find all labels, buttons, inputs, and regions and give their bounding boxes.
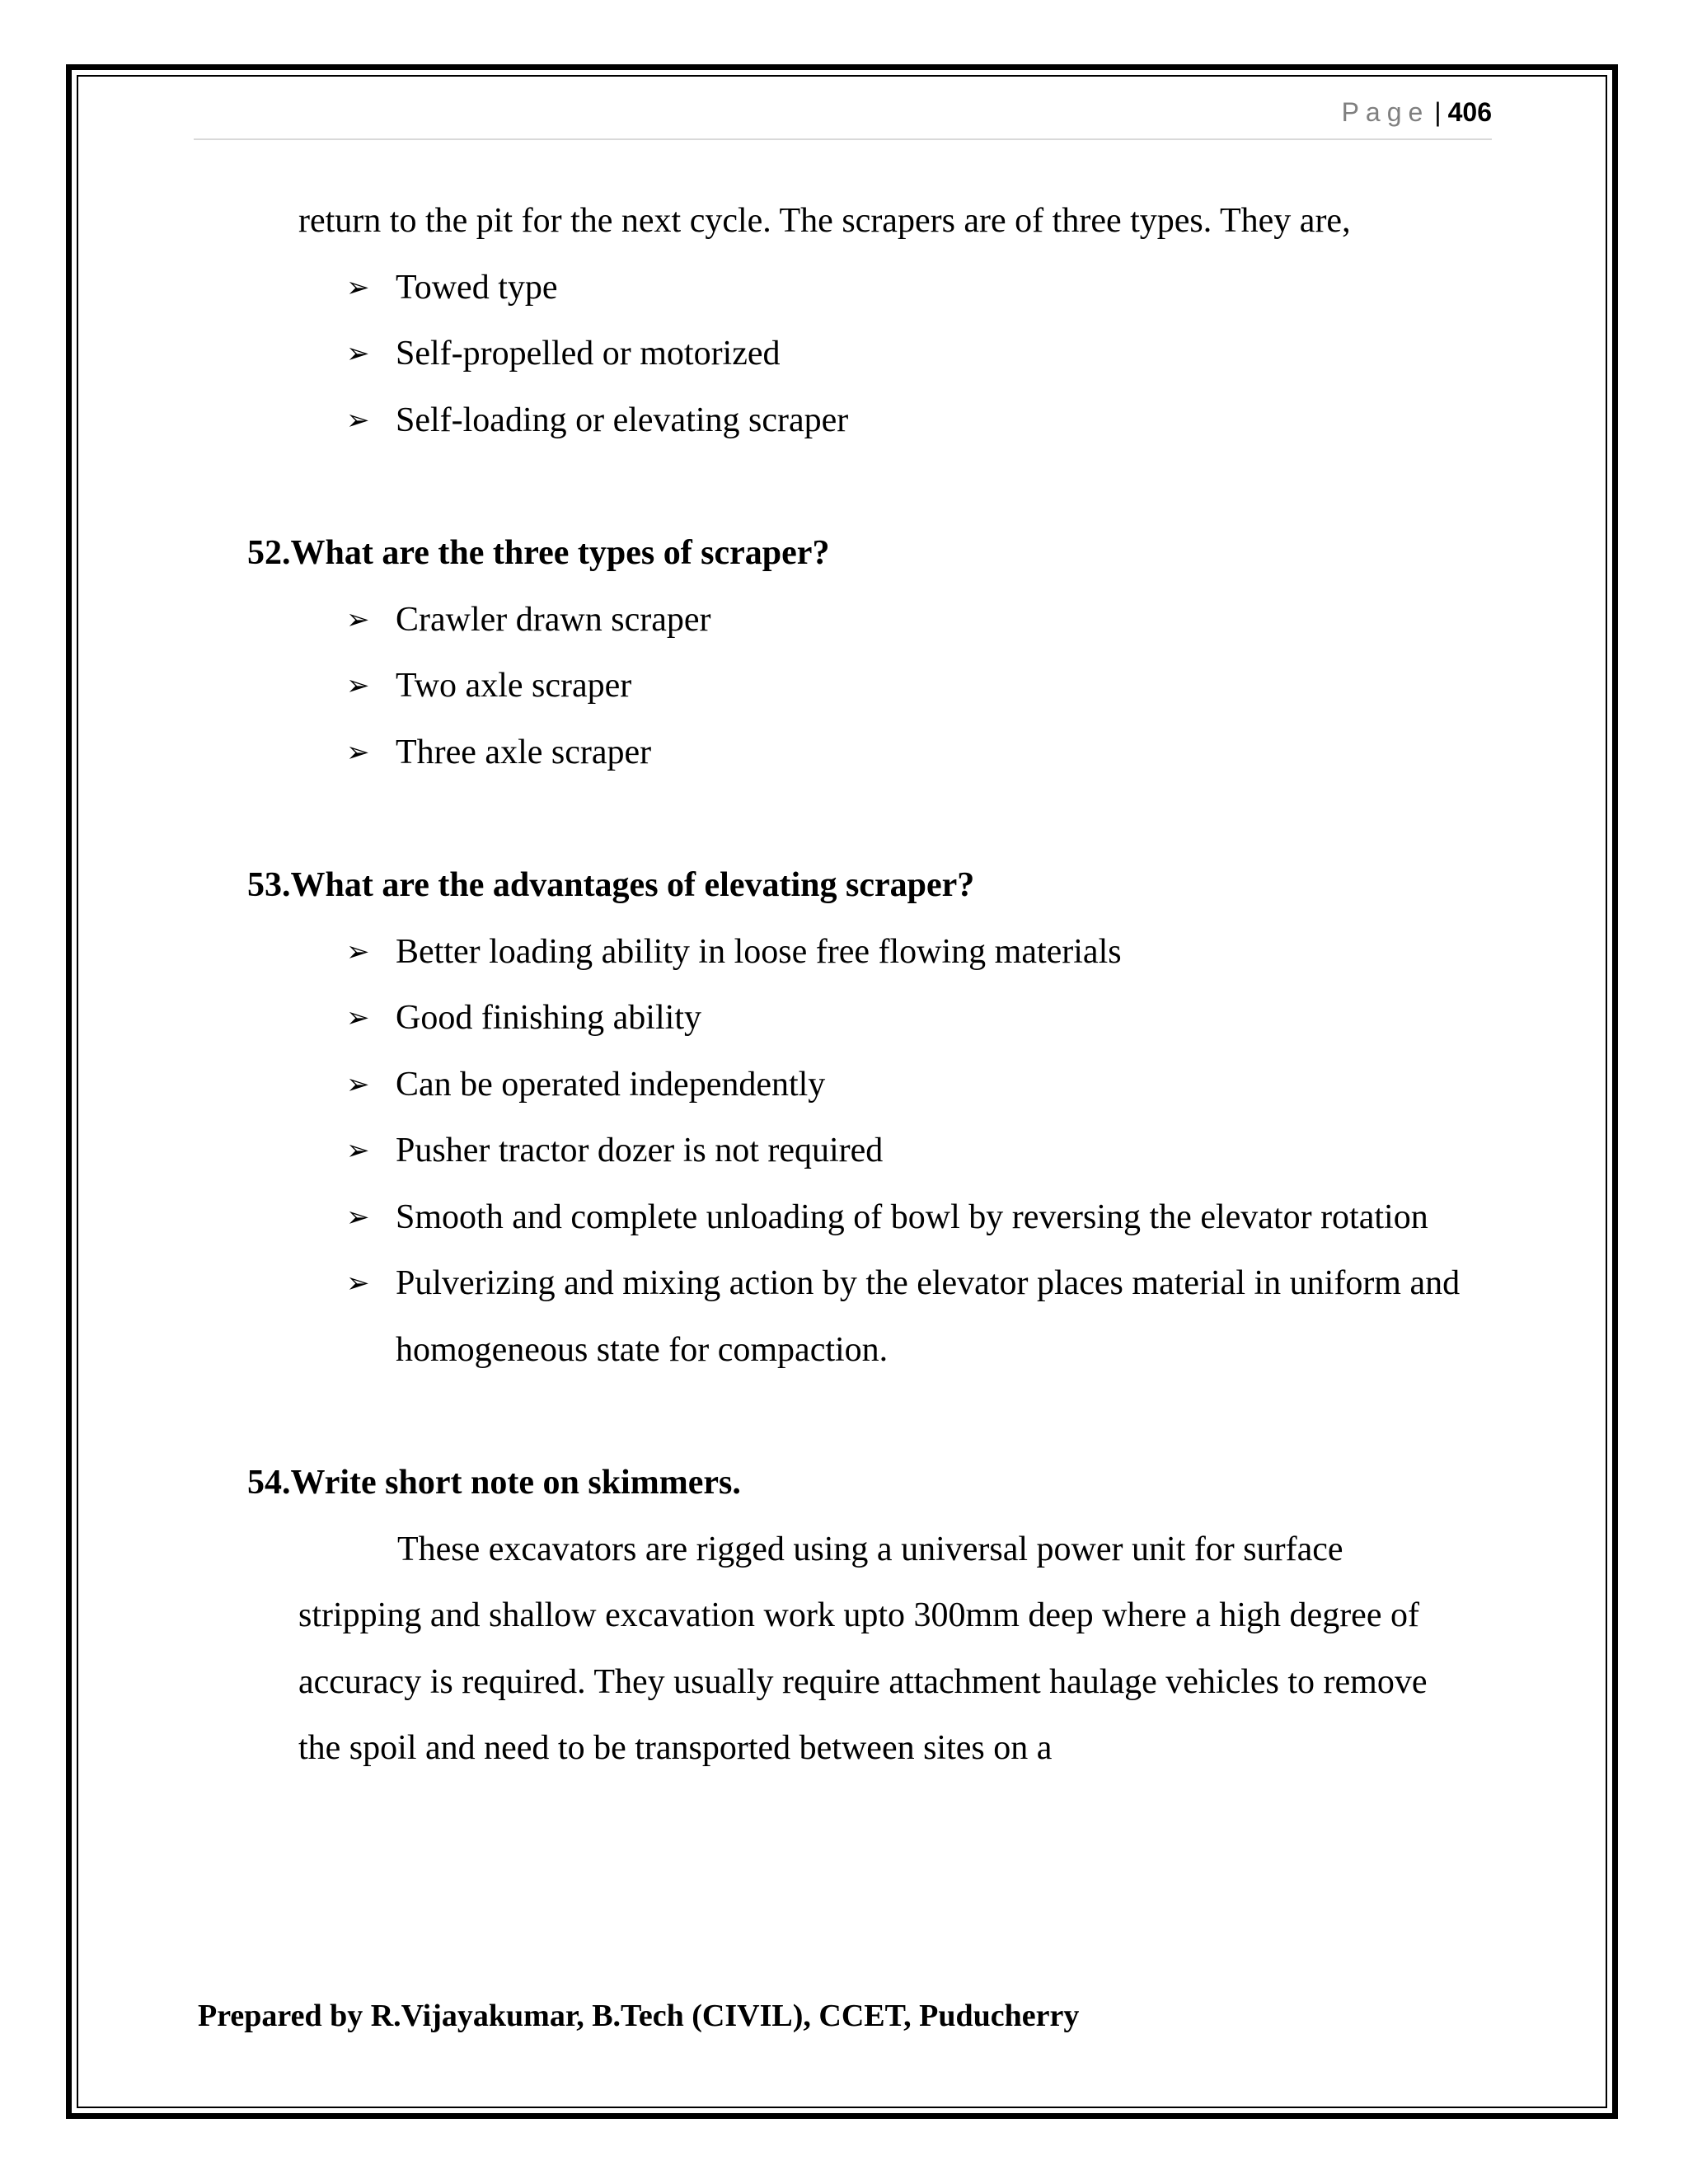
page-content	[247, 188, 1467, 1782]
arrowhead-bullet-icon: ➢	[346, 735, 370, 769]
question-54-paragraph: These excavators are rigged using a universal power unit for surface stripping and shallow excavation work upto 300mm deep where a high degree of accuracy is required. They usually require attachment haulage vehicles to remove the spoil and need to be transported between sites on a	[298, 1530, 1428, 1767]
list-item	[346, 985, 1467, 1052]
list-item-text: Three axle scraper	[396, 733, 652, 771]
list-item	[346, 587, 1467, 654]
list-item-text: Self-propelled or motorized	[396, 335, 781, 373]
arrowhead-bullet-icon: ➢	[346, 1267, 370, 1300]
scraper-types-list	[247, 255, 1467, 454]
list-item-text: Two axle scraper	[396, 667, 632, 705]
list-item	[346, 1184, 1467, 1251]
list-item	[346, 255, 1467, 321]
arrowhead-bullet-icon: ➢	[346, 1067, 370, 1101]
list-item-text: Can be operated independently	[396, 1065, 826, 1104]
page-header	[194, 97, 1492, 140]
question-54-heading: 54.Write short note on skimmers.	[247, 1464, 741, 1502]
arrowhead-bullet-icon: ➢	[346, 935, 370, 968]
arrowhead-bullet-icon: ➢	[346, 602, 370, 636]
page-number: 406	[1447, 97, 1492, 127]
question-52-heading: 52.What are the three types of scraper?	[247, 534, 830, 572]
list-item-text: Self-loading or elevating scraper	[396, 401, 849, 439]
list-item-text: Better loading ability in loose free flowing materials	[396, 932, 1122, 971]
arrowhead-bullet-icon: ➢	[346, 1001, 370, 1034]
list-item	[346, 1250, 1467, 1383]
question-53-heading: 53.What are the advantages of elevating scraper?	[247, 866, 975, 904]
header-separator: |	[1434, 97, 1442, 127]
list-item	[346, 321, 1467, 387]
list-item-text: Smooth and complete unloading of bowl by reversing the elevator rotation	[396, 1197, 1428, 1236]
arrowhead-bullet-icon: ➢	[346, 1200, 370, 1234]
page-footer: Prepared by R.Vijayakumar, B.Tech (CIVIL), CCET, Puducherry	[198, 1999, 1080, 2033]
page-label: Page	[1341, 97, 1430, 127]
arrowhead-bullet-icon: ➢	[346, 403, 370, 437]
list-item	[346, 387, 1467, 454]
list-item-text: Pulverizing and mixing action by the elevator places material in uniform and homogeneous state for compaction.	[396, 1264, 1461, 1369]
arrowhead-bullet-icon: ➢	[346, 270, 370, 304]
list-item	[346, 1052, 1467, 1118]
intro-paragraph: return to the pit for the next cycle. The scrapers are of three types. They are,	[298, 202, 1351, 240]
list-item-text: Towed type	[396, 268, 558, 307]
list-item-text: Good finishing ability	[396, 999, 701, 1037]
arrowhead-bullet-icon: ➢	[346, 1134, 370, 1167]
list-item	[346, 919, 1467, 986]
list-item	[346, 653, 1467, 719]
question-53-list	[247, 919, 1467, 1384]
arrowhead-bullet-icon: ➢	[346, 337, 370, 370]
list-item-text: Crawler drawn scraper	[396, 600, 711, 639]
list-item-text: Pusher tractor dozer is not required	[396, 1132, 884, 1169]
arrowhead-bullet-icon: ➢	[346, 669, 370, 702]
list-item	[346, 719, 1467, 786]
question-52-list	[247, 587, 1467, 786]
list-item	[346, 1118, 1467, 1184]
